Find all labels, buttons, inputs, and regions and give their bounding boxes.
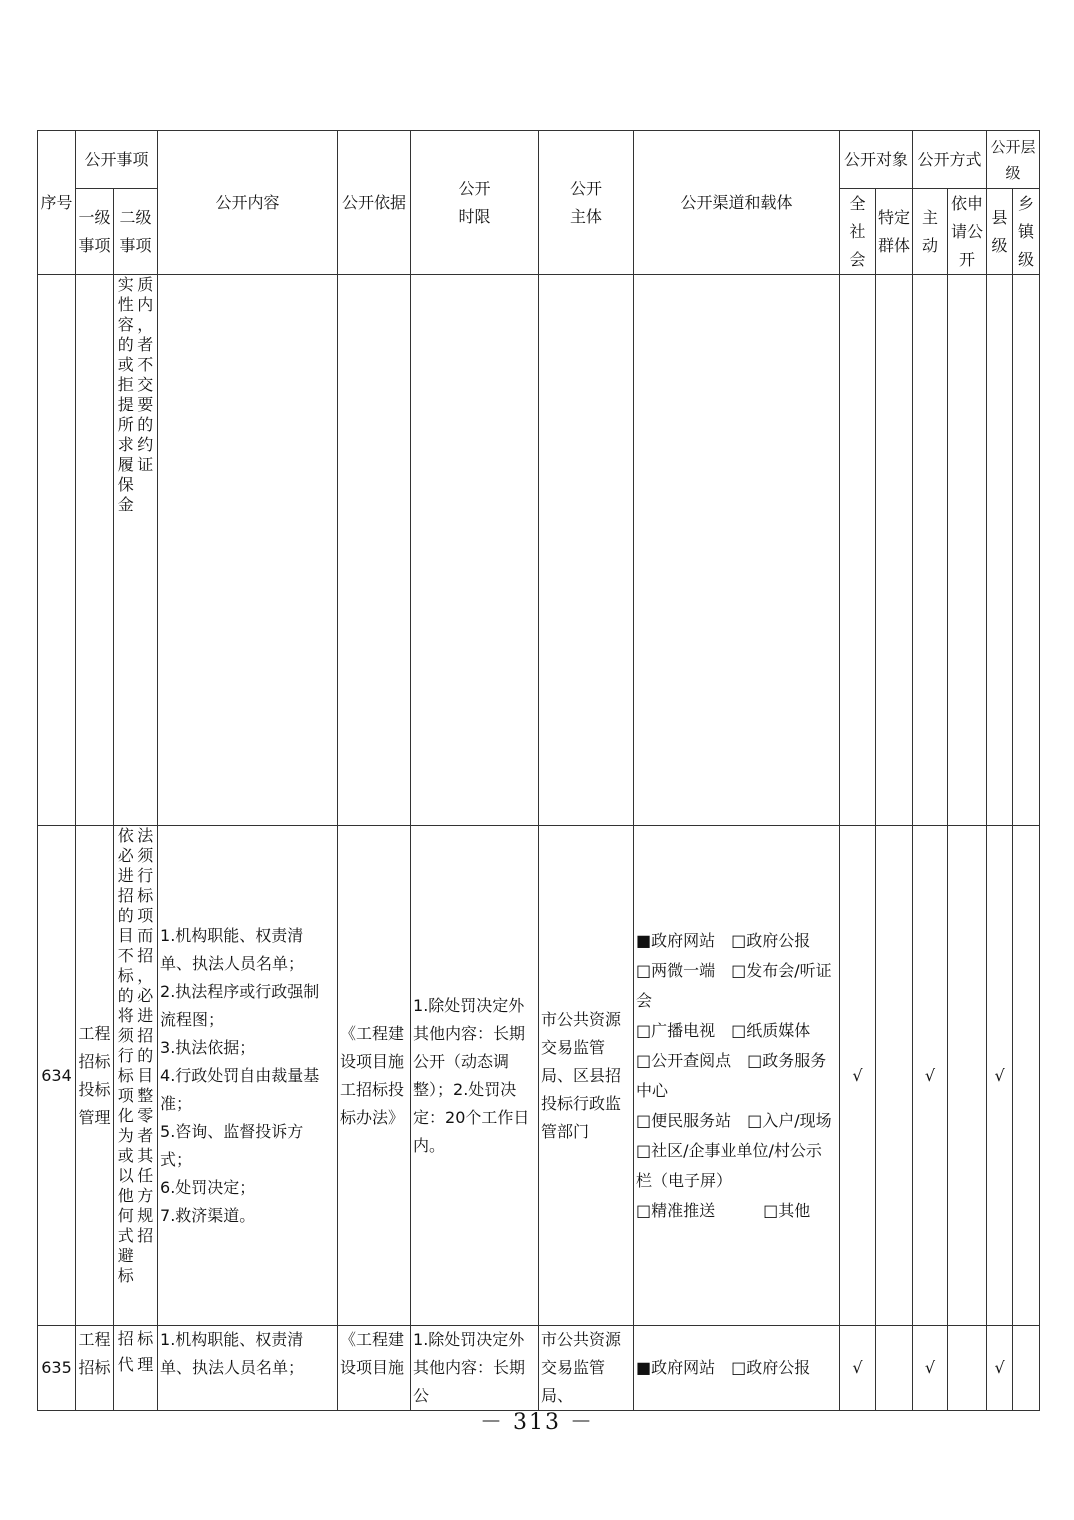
vertical-char: 标	[117, 1066, 134, 1085]
vertical-char: 的	[137, 415, 154, 434]
vertical-char: 避	[117, 1246, 134, 1265]
header-channel: 公开渠道和载体	[634, 131, 840, 275]
row-level1: 工程招标投标管理	[76, 826, 114, 1326]
channel-line: ■政府网站 □政府公报	[636, 930, 811, 950]
header-time-line: 公开	[458, 178, 491, 198]
header-mode-active-char: 动	[922, 235, 939, 255]
row-seq: 635	[38, 1326, 76, 1411]
row-level-town	[1013, 275, 1040, 826]
row-channels	[634, 275, 840, 826]
row-target-all: √	[840, 826, 876, 1326]
header-mode-request-line: 依申	[951, 193, 984, 213]
header-mode-request	[948, 189, 987, 275]
vertical-char: 提	[117, 395, 134, 414]
vertical-char: 须	[137, 846, 154, 865]
row-level1: 工程招标	[76, 1326, 114, 1411]
row-target-all	[840, 275, 876, 826]
row-level1	[76, 275, 114, 826]
vertical-char: 标	[117, 966, 134, 985]
header-subject	[539, 131, 634, 275]
vertical-char: 标	[117, 1266, 134, 1285]
header-seq: 序号	[38, 131, 76, 275]
page-number: － 313 －	[480, 1410, 594, 1435]
row-target-specific	[876, 1326, 913, 1411]
header-level2-line: 事项	[119, 235, 152, 255]
vertical-char: 目	[117, 926, 134, 945]
vertical-char: 要	[137, 395, 154, 414]
row-mode-active: √	[913, 1326, 948, 1411]
vertical-char: ，	[137, 315, 154, 334]
row-channels	[634, 826, 840, 1326]
vertical-char: 规	[137, 1206, 154, 1225]
header-level-town	[1013, 189, 1040, 275]
level2-vertical-text	[116, 275, 155, 515]
vertical-char: 的	[117, 906, 134, 925]
vertical-char: 者	[137, 335, 154, 354]
header-target-all-char: 会	[849, 249, 866, 269]
vertical-char: 项	[117, 1086, 134, 1105]
header-target-specific	[876, 189, 913, 275]
row-basis: 《工程建设项目施	[338, 1326, 411, 1411]
row-seq	[38, 275, 76, 826]
row-level-county	[987, 275, 1013, 826]
row-level2	[114, 275, 158, 826]
level2-col-right	[136, 1326, 154, 1378]
row-level-town	[1013, 1326, 1040, 1411]
vertical-char: 容	[117, 315, 134, 334]
row-seq: 634	[38, 826, 76, 1326]
vertical-char: 行	[137, 866, 154, 885]
vertical-char: 零	[137, 1106, 154, 1125]
header-level-town-char: 级	[1018, 249, 1035, 269]
header-target: 公开对象	[840, 131, 913, 189]
header-level2-line: 二级	[119, 207, 152, 227]
vertical-char: 必	[117, 846, 134, 865]
vertical-char: 而	[137, 926, 154, 945]
vertical-char: 代	[117, 1355, 134, 1374]
vertical-char: 不	[137, 355, 154, 374]
row-mode-active	[913, 275, 948, 826]
channel-line: □精准推送 □其他	[636, 1200, 811, 1220]
header-time	[411, 131, 539, 275]
vertical-char: 内	[137, 295, 154, 314]
vertical-char: 或	[117, 1146, 134, 1165]
channel-line: □便民服务站 □入户/现场	[636, 1110, 832, 1130]
vertical-char: 何	[117, 1206, 134, 1225]
vertical-char: 他	[117, 1186, 134, 1205]
vertical-char: 项	[137, 906, 154, 925]
row-time	[411, 275, 539, 826]
header-basis: 公开依据	[338, 131, 411, 275]
row-mode-request	[948, 275, 987, 826]
row-channels	[634, 1326, 840, 1411]
row-level-county: √	[987, 1326, 1013, 1411]
row-level-county: √	[987, 826, 1013, 1326]
vertical-char: 招	[117, 1329, 134, 1348]
level2-col-right	[136, 826, 154, 1286]
content-item: 4.行政处罚自由裁量基准；	[160, 1065, 320, 1113]
vertical-char: 保	[117, 475, 134, 494]
vertical-char: 证	[137, 455, 154, 474]
vertical-char: 的	[117, 986, 134, 1005]
header-content: 公开内容	[158, 131, 338, 275]
row-time: 1.除处罚决定外其他内容：长期公	[411, 1326, 539, 1411]
vertical-char: 招	[117, 886, 134, 905]
header-level1	[76, 189, 114, 275]
header-level-town-char: 镇	[1018, 221, 1035, 241]
header-target-all-char: 社	[849, 221, 866, 241]
vertical-char: 行	[117, 1046, 134, 1065]
vertical-char: 为	[117, 1126, 134, 1145]
vertical-char: ，	[137, 966, 154, 985]
vertical-char: 标	[137, 1329, 154, 1348]
vertical-char: 其	[137, 1146, 154, 1165]
level2-col-left	[117, 275, 135, 515]
row-level2	[114, 826, 158, 1326]
header-mode-request-line: 开	[959, 249, 976, 269]
vertical-char: 或	[117, 355, 134, 374]
vertical-char: 标	[137, 886, 154, 905]
content-item: 6.处罚决定；	[160, 1177, 256, 1197]
header-target-specific-line: 特定	[878, 207, 911, 227]
vertical-char: 将	[117, 1006, 134, 1025]
vertical-char: 不	[117, 946, 134, 965]
content-item: 3.执法依据；	[160, 1037, 256, 1057]
content-item: 1.机构职能、权责清单、执法人员名单；	[160, 925, 305, 973]
vertical-char: 交	[137, 375, 154, 394]
vertical-char: 进	[117, 866, 134, 885]
header-level: 公开层级	[987, 131, 1040, 189]
level2-vertical-text	[116, 826, 155, 1286]
vertical-char: 实	[117, 275, 134, 294]
header-mode: 公开方式	[913, 131, 987, 189]
vertical-char: 化	[117, 1106, 134, 1125]
row-basis: 《工程建设项目施工招标投标办法》	[338, 826, 411, 1326]
vertical-char: 性	[117, 295, 134, 314]
header-level2	[114, 189, 158, 275]
table-row	[38, 1326, 1040, 1411]
header-matters: 公开事项	[76, 131, 158, 189]
channel-line: □两微一端 □发布会/听证会	[636, 960, 832, 1010]
row-content	[158, 826, 338, 1326]
row-level2	[114, 1326, 158, 1411]
header-subject-line: 主体	[570, 206, 603, 226]
level2-col-left	[117, 1326, 135, 1378]
vertical-char: 整	[137, 1086, 154, 1105]
level2-col-right	[136, 275, 154, 515]
row-mode-request	[948, 1326, 987, 1411]
vertical-char: 以	[117, 1166, 134, 1185]
vertical-char: 履	[117, 455, 134, 474]
vertical-char: 金	[117, 495, 134, 514]
row-content	[158, 1326, 338, 1411]
row-mode-active: √	[913, 826, 948, 1326]
header-time-line: 时限	[458, 206, 491, 226]
vertical-char: 式	[117, 1226, 134, 1245]
header-level-town-char: 乡	[1018, 193, 1035, 213]
row-target-specific	[876, 275, 913, 826]
vertical-char: 者	[137, 1126, 154, 1145]
table-row	[38, 826, 1040, 1326]
channel-line: □公开查阅点 □政务服务中心	[636, 1050, 827, 1100]
vertical-char: 约	[137, 435, 154, 454]
channel-line: □社区/企事业单位/村公示栏（电子屏）	[636, 1140, 822, 1190]
header-subject-line: 公开	[570, 178, 603, 198]
vertical-char: 依	[117, 826, 134, 845]
disclosure-table	[37, 130, 1040, 1411]
row-mode-request	[948, 826, 987, 1326]
vertical-char: 必	[137, 986, 154, 1005]
vertical-char: 目	[137, 1066, 154, 1085]
header-mode-active-char: 主	[922, 207, 939, 227]
row-subject: 市公共资源交易监管局、区县招投标行政监管部门	[539, 826, 634, 1326]
row-content	[158, 275, 338, 826]
vertical-char: 的	[117, 335, 134, 354]
row-target-all: √	[840, 1326, 876, 1411]
vertical-char: 理	[137, 1355, 154, 1374]
table-row	[38, 275, 1040, 826]
header-target-specific-line: 群体	[878, 235, 911, 255]
vertical-char: 进	[137, 1006, 154, 1025]
header-level-county	[987, 189, 1013, 275]
header-target-all	[840, 189, 876, 275]
vertical-char: 招	[137, 1226, 154, 1245]
vertical-char: 法	[137, 826, 154, 845]
vertical-char: 方	[137, 1186, 154, 1205]
level2-col-left	[117, 826, 135, 1286]
content-item: 7.救济渠道。	[160, 1205, 256, 1225]
vertical-char: 质	[137, 275, 154, 294]
vertical-char: 任	[137, 1166, 154, 1185]
row-subject	[539, 275, 634, 826]
level2-vertical-text	[116, 1326, 155, 1378]
header-mode-request-line: 请公	[951, 221, 984, 241]
header-level-county-char: 级	[991, 235, 1008, 255]
header-mode-active	[913, 189, 948, 275]
row-basis	[338, 275, 411, 826]
row-target-specific	[876, 826, 913, 1326]
content-item: 2.执法程序或行政强制流程图；	[160, 981, 320, 1029]
vertical-char: 拒	[117, 375, 134, 394]
vertical-char: 所	[117, 415, 134, 434]
vertical-char: 的	[137, 1046, 154, 1065]
vertical-char: 求	[117, 435, 134, 454]
vertical-char: 招	[137, 1026, 154, 1045]
header-level1-line: 事项	[78, 235, 111, 255]
channel-line: □广播电视 □纸质媒体	[636, 1020, 811, 1040]
header-target-all-char: 全	[849, 193, 866, 213]
header-level-county-char: 县	[991, 207, 1008, 227]
content-item: 5.咨询、监督投诉方式；	[160, 1121, 304, 1169]
row-level-town	[1013, 826, 1040, 1326]
vertical-char: 招	[137, 946, 154, 965]
row-time: 1.除处罚决定外其他内容：长期公开（动态调整）；2.处罚决定：20个工作日内。	[411, 826, 539, 1326]
row-subject: 市公共资源交易监管局、	[539, 1326, 634, 1411]
content-item: 1.机构职能、权责清单、执法人员名单；	[160, 1330, 305, 1377]
channel-line: ■政府网站 □政府公报	[636, 1358, 811, 1377]
vertical-char: 须	[117, 1026, 134, 1045]
header-level1-line: 一级	[78, 207, 111, 227]
